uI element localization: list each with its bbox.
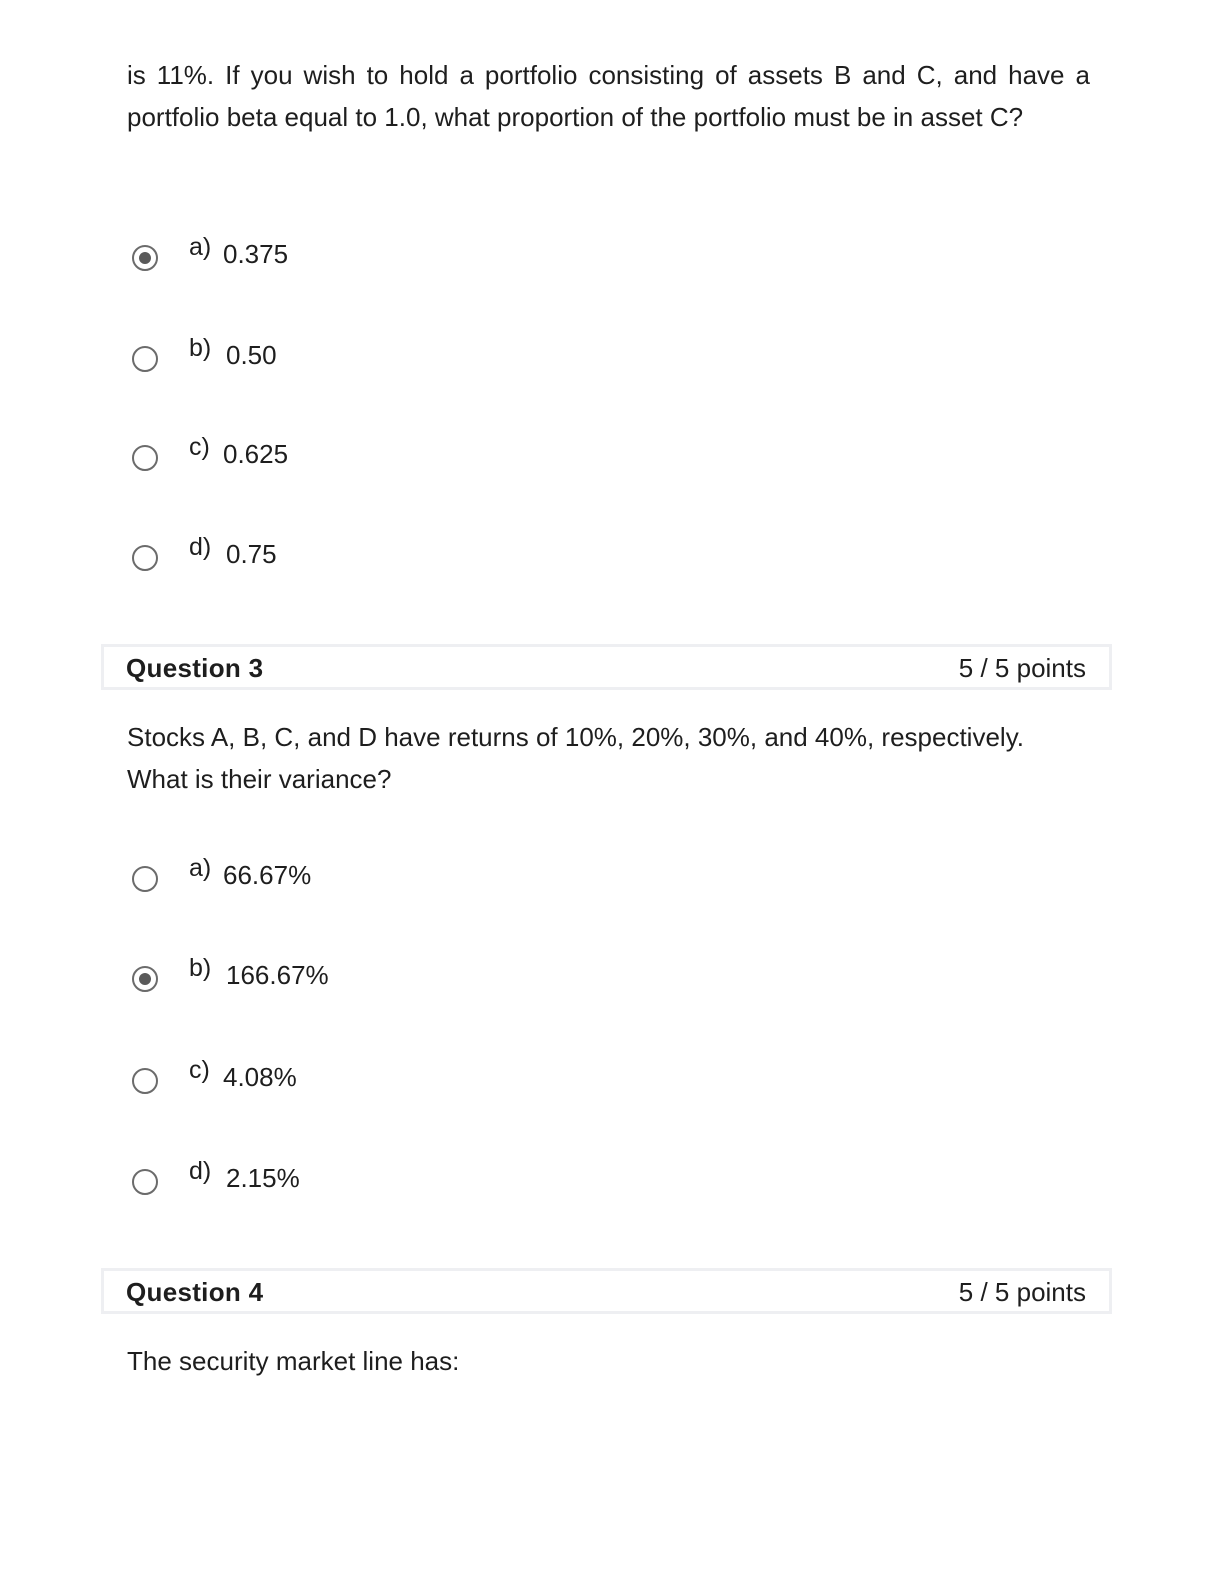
option-letter: b) — [189, 954, 212, 982]
question-title: Question 3 — [126, 653, 264, 683]
option-value: 166.67% — [226, 960, 329, 990]
radio-unselected-icon[interactable] — [132, 445, 158, 471]
question-3-header — [101, 644, 1112, 690]
option-letter: d) — [189, 533, 212, 561]
question-points: 5 / 5 points — [958, 653, 1086, 683]
question-4-header — [101, 1268, 1112, 1314]
option-letter: c) — [189, 433, 210, 461]
option-letter: d) — [189, 1157, 212, 1185]
question-3-option-d[interactable] — [132, 1157, 732, 1197]
option-value: 0.625 — [223, 439, 289, 469]
question-points: 5 / 5 points — [958, 1277, 1086, 1307]
radio-unselected-icon[interactable] — [132, 545, 158, 571]
question-3-option-c[interactable] — [132, 1056, 732, 1096]
radio-unselected-icon[interactable] — [132, 866, 158, 892]
question-2-option-d[interactable] — [132, 533, 732, 573]
option-value: 66.67% — [223, 860, 312, 890]
option-letter: a) — [189, 854, 212, 882]
question-title: Question 4 — [126, 1277, 264, 1307]
option-value: 0.375 — [223, 239, 289, 269]
question-3-option-a[interactable] — [132, 854, 732, 894]
question-2-option-b[interactable] — [132, 334, 732, 374]
option-letter: a) — [189, 233, 212, 261]
radio-unselected-icon[interactable] — [132, 1169, 158, 1195]
option-value: 2.15% — [226, 1163, 300, 1193]
radio-selected-icon[interactable] — [132, 966, 158, 992]
question-2-text: is 11%. If you wish to hold a portfolio consisting of assets B and C, and have a portfolio beta equal to 1.0, what proportion of the portfolio must be in asset C? — [127, 60, 1090, 132]
option-value: 4.08% — [223, 1062, 297, 1092]
radio-unselected-icon[interactable] — [132, 346, 158, 372]
question-2-option-a[interactable] — [132, 233, 732, 273]
option-value: 0.75 — [226, 539, 277, 569]
question-4-text: The security market line has: — [127, 1346, 460, 1376]
option-letter: b) — [189, 334, 212, 362]
radio-selected-icon[interactable] — [132, 245, 158, 271]
option-letter: c) — [189, 1056, 210, 1084]
question-3-option-b[interactable] — [132, 954, 732, 994]
radio-unselected-icon[interactable] — [132, 1068, 158, 1094]
question-3-text: Stocks A, B, C, and D have returns of 10%, 20%, 30%, and 40%, respectively. What is their variance? — [127, 722, 1024, 794]
option-value: 0.50 — [226, 340, 277, 370]
question-2-option-c[interactable] — [132, 433, 732, 473]
